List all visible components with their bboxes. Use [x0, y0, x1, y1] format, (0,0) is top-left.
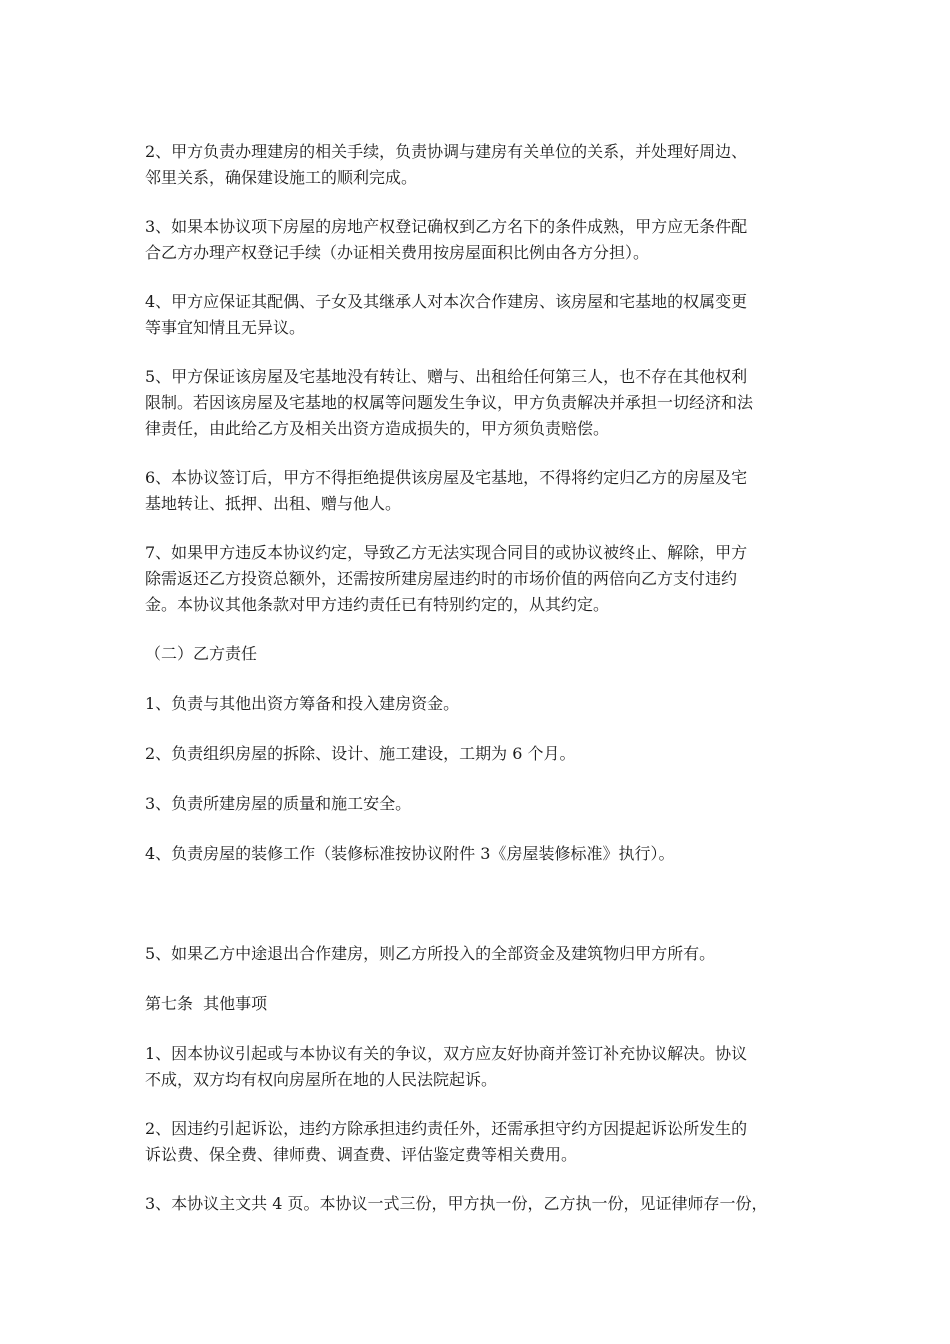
- paragraph-line: 邻里关系，确保建设施工的顺利完成。: [145, 168, 418, 187]
- paragraph-line: 4、负责房屋的装修工作（装修标准按协议附件 3《房屋装修标准》执行）。: [145, 844, 675, 863]
- paragraph-line: 限制。若因该房屋及宅基地的权属等问题发生争议，甲方负责解决并承担一切经济和法: [145, 393, 754, 412]
- paragraph-line: 3、负责所建房屋的质量和施工安全。: [145, 794, 412, 813]
- paragraph-line: 律责任，由此给乙方及相关出资方造成损失的，甲方须负责赔偿。: [145, 419, 610, 438]
- paragraph-line: 除需返还乙方投资总额外，还需按所建房屋违约时的市场价值的两倍向乙方支付违约: [145, 569, 738, 588]
- article-heading: 第七条 其他事项: [145, 994, 268, 1013]
- paragraph-line: 6、本协议签订后，甲方不得拒绝提供该房屋及宅基地，不得将约定归乙方的房屋及宅: [145, 468, 748, 487]
- paragraph-line: 基地转让、抵押、出租、赠与他人。: [145, 494, 402, 513]
- paragraph-line: 5、如果乙方中途退出合作建房，则乙方所投入的全部资金及建筑物归甲方所有。: [145, 944, 716, 963]
- paragraph-line: 7、如果甲方违反本协议约定，导致乙方无法实现合同目的或协议被终止、解除，甲方: [145, 543, 748, 562]
- paragraph-line: 1、负责与其他出资方筹备和投入建房资金。: [145, 694, 460, 713]
- paragraph-line: 等事宜知情且无异议。: [145, 318, 306, 337]
- paragraph-line: 合乙方办理产权登记手续（办证相关费用按房屋面积比例由各方分担）。: [145, 243, 650, 262]
- paragraph-line: 1、因本协议引起或与本协议有关的争议，双方应友好协商并签订补充协议解决。协议: [145, 1044, 748, 1063]
- paragraph-line: 4、甲方应保证其配偶、子女及其继承人对本次合作建房、该房屋和宅基地的权属变更: [145, 292, 748, 311]
- section-heading: （二）乙方责任: [145, 644, 258, 663]
- paragraph-line: 金。本协议其他条款对甲方违约责任已有特别约定的，从其约定。: [145, 595, 610, 614]
- paragraph-line: 3、如果本协议项下房屋的房地产权登记确权到乙方名下的条件成熟，甲方应无条件配: [145, 217, 748, 236]
- paragraph-line: 不成，双方均有权向房屋所在地的人民法院起诉。: [145, 1070, 498, 1089]
- paragraph-line: 2、因违约引起诉讼，违约方除承担违约责任外，还需承担守约方因提起诉讼所发生的: [145, 1119, 748, 1138]
- paragraph-line: 2、负责组织房屋的拆除、设计、施工建设，工期为 6 个月。: [145, 744, 576, 763]
- paragraph-line: 5、甲方保证该房屋及宅基地没有转让、赠与、出租给任何第三人，也不存在其他权利: [145, 367, 748, 386]
- paragraph-line: 2、甲方负责办理建房的相关手续，负责协调与建房有关单位的关系，并处理好周边、: [145, 142, 748, 161]
- paragraph-line: 诉讼费、保全费、律师费、调查费、评估鉴定费等相关费用。: [145, 1145, 578, 1164]
- paragraph-line: 3、本协议主文共 4 页。本协议一式三份，甲方执一份，乙方执一份，见证律师存一份，: [145, 1194, 768, 1213]
